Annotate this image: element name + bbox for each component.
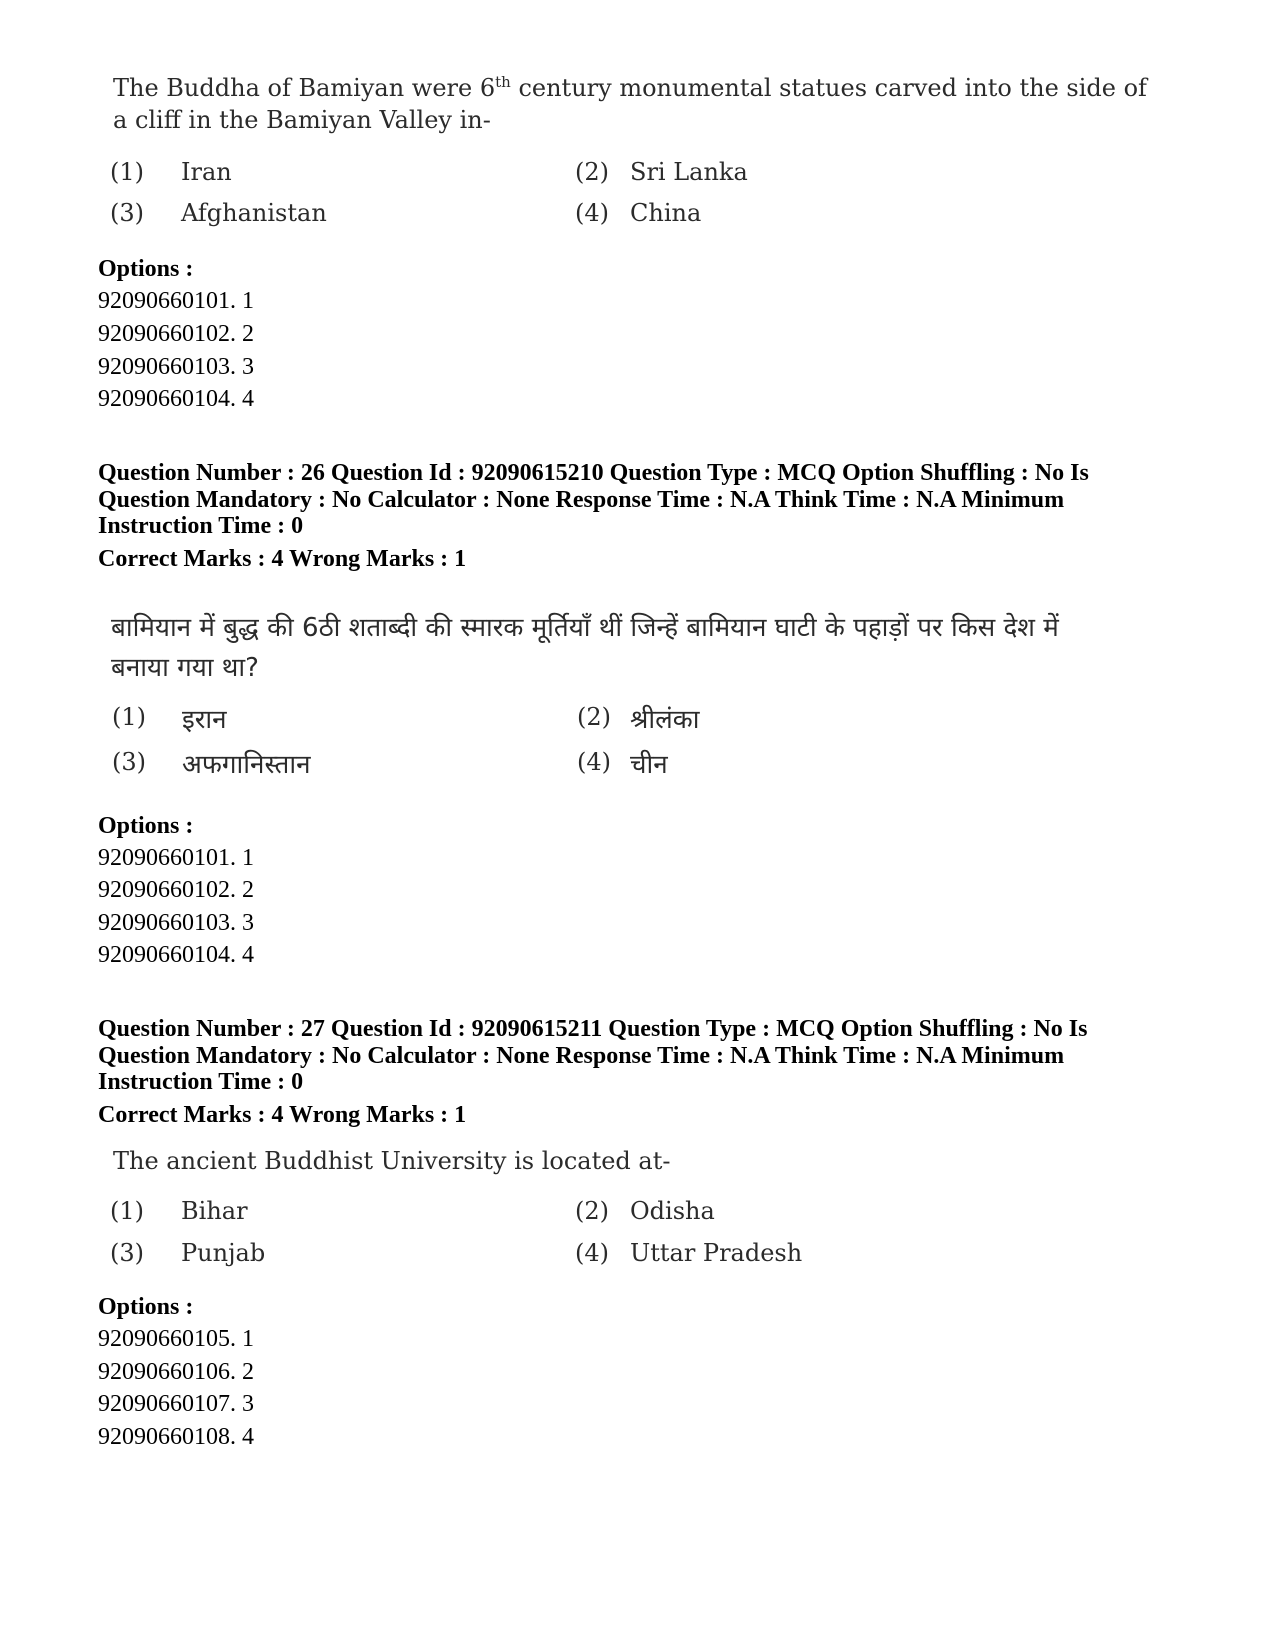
q27-choice-1-num: (1): [110, 1197, 144, 1225]
q25-choice-4-text: China: [630, 199, 702, 227]
q26-choice-2-num: (2): [577, 703, 611, 731]
q27-meta-line1: Question Number : 27 Question Id : 92090615211 Question Type : MCQ Option Shuffling : No Is: [98, 1016, 1088, 1042]
q25-choice-3-num: (3): [110, 199, 144, 227]
q25-stem-line1: The Buddha of Bamiyan were 6th century monumental statues carved into the side of: [113, 73, 1147, 102]
q25-choice-4-num: (4): [575, 199, 609, 227]
q26-choice-3-text: अफगानिस्तान: [182, 750, 311, 780]
q27-choice-4-text: Uttar Pradesh: [630, 1239, 803, 1267]
q26-meta-line3: Instruction Time : 0: [98, 513, 304, 539]
q25-option-4: 92090660104. 4: [98, 386, 254, 412]
q26-option-3: 92090660103. 3: [98, 910, 254, 936]
q26-option-1: 92090660101. 1: [98, 845, 254, 871]
q26-stem-line2: बनाया गया था?: [111, 653, 259, 683]
q26-option-4: 92090660104. 4: [98, 942, 254, 968]
q25-option-3: 92090660103. 3: [98, 354, 254, 380]
q27-option-4: 92090660108. 4: [98, 1424, 254, 1450]
q27-stem-line1: The ancient Buddhist University is located at-: [113, 1147, 671, 1175]
q25-choice-2-text: Sri Lanka: [630, 158, 748, 186]
q26-meta-line1: Question Number : 26 Question Id : 92090615210 Question Type : MCQ Option Shuffling : No Is: [98, 460, 1089, 486]
q25-options-label: Options :: [98, 256, 194, 282]
q27-choice-2-text: Odisha: [630, 1197, 715, 1225]
q27-choice-3-text: Punjab: [181, 1239, 266, 1267]
q26-option-2: 92090660102. 2: [98, 877, 254, 903]
q26-choice-2-text: श्रीलंका: [630, 705, 700, 735]
q26-choice-4-num: (4): [577, 748, 611, 776]
q27-choice-3-num: (3): [110, 1239, 144, 1267]
q25-choice-1-text: Iran: [181, 158, 232, 186]
q27-choice-4-num: (4): [575, 1239, 609, 1267]
q26-choice-1-num: (1): [112, 703, 146, 731]
q27-option-2: 92090660106. 2: [98, 1359, 254, 1385]
q25-choice-3-text: Afghanistan: [181, 199, 327, 227]
q26-choice-3-num: (3): [112, 748, 146, 776]
q27-meta-line3: Instruction Time : 0: [98, 1069, 304, 1095]
q26-choice-1-text: इरान: [182, 705, 227, 735]
q26-choice-4-text: चीन: [630, 750, 668, 780]
q26-options-label: Options :: [98, 813, 194, 839]
q25-choice-2-num: (2): [575, 158, 609, 186]
q27-choice-2-num: (2): [575, 1197, 609, 1225]
q27-marks: Correct Marks : 4 Wrong Marks : 1: [98, 1102, 467, 1128]
q25-choice-1-num: (1): [110, 158, 144, 186]
q25-stem-line2: a cliff in the Bamiyan Valley in-: [113, 106, 491, 134]
q26-meta-line2: Question Mandatory : No Calculator : None Response Time : N.A Think Time : N.A Minimum: [98, 487, 1065, 513]
q27-option-3: 92090660107. 3: [98, 1391, 254, 1417]
q27-option-1: 92090660105. 1: [98, 1326, 254, 1352]
q26-stem-line1: बामियान में बुद्ध की 6ठी शताब्दी की स्मारक मूर्तियाँ थीं जिन्हें बामियान घाटी के पहाड़ों पर किस देश में: [111, 613, 1059, 643]
q27-meta-line2: Question Mandatory : No Calculator : None Response Time : N.A Think Time : N.A Minimum: [98, 1043, 1065, 1069]
q27-choice-1-text: Bihar: [181, 1197, 248, 1225]
q25-option-1: 92090660101. 1: [98, 288, 254, 314]
q25-option-2: 92090660102. 2: [98, 321, 254, 347]
q26-marks: Correct Marks : 4 Wrong Marks : 1: [98, 546, 467, 572]
q27-options-label: Options :: [98, 1294, 194, 1320]
